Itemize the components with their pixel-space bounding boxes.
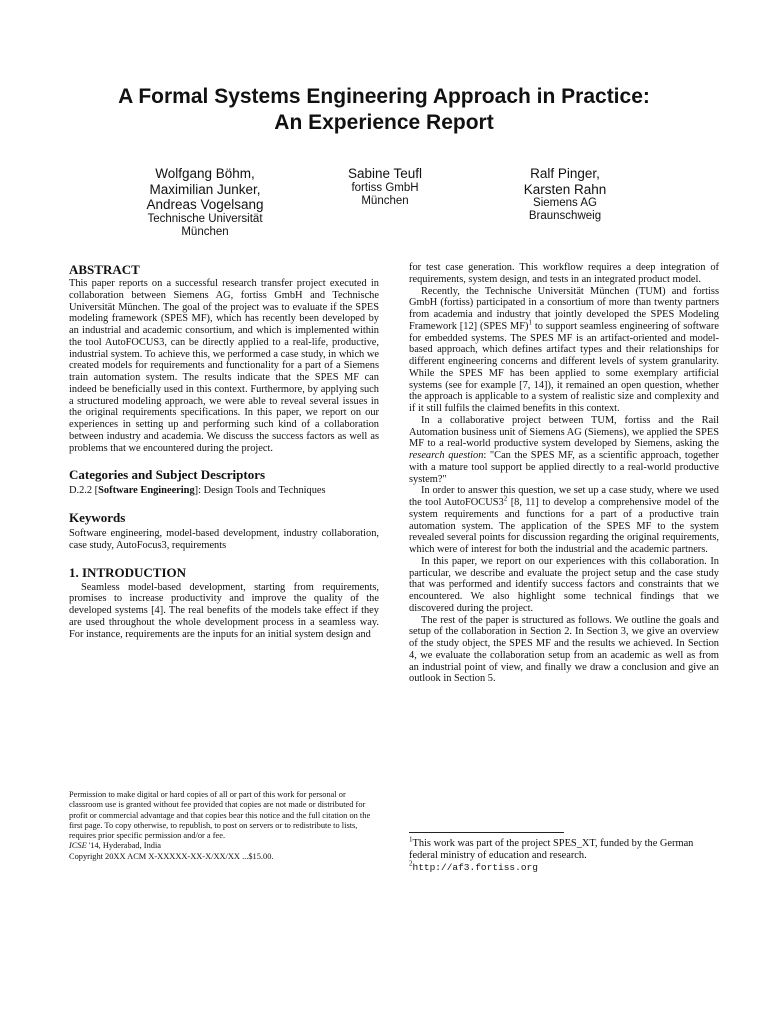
author-affiliation: Braunschweig — [528, 210, 602, 222]
intro-paragraph-2 — [409, 286, 719, 415]
author-block-tum — [110, 166, 300, 239]
footnote-2 — [409, 859, 719, 874]
intro-paragraph-6: The rest of the paper is structured as follows. We outline the goals and setup of the collaboration in Section 2. In Section 3, we give an overview of the study object, the SPES MF and the results we achieved. In Section 4, we evaluate the collaboration setup from an academic as well as from an industrial point of view, and finally we draw a conclusion and give an outlook in Section 5. — [409, 614, 719, 685]
title-line-1: A Formal Systems Engineering Approach in Practice: — [118, 85, 650, 108]
intro-p4-part-b: [8, 11] to develop a comprehensive model of the system requirements and functions for a part of a productive train automation system. The application of the SPES MF to the system revealed several points for discussion regarding the original requirements, which were of interest for both the industrial and the academic partners. — [409, 497, 720, 555]
left-column — [69, 262, 379, 640]
footnote-ref-1: 1 — [528, 318, 532, 327]
permission-text: Permission to make digital or hard copies of all or part of this work for personal or classroom use is granted without fee provided that copies are not made or distributed for profit or commercial advantage and that copies bear this notice and the full citation on the first page. To copy otherwise, to republish, to post on servers or to redistribute to lists, requires prior specific permission and/or a fee. — [69, 790, 371, 841]
categories-bold: Software Engineering — [98, 485, 195, 497]
footnote-1-mark: 1 — [409, 835, 413, 844]
intro-paragraph-4 — [409, 485, 719, 556]
keywords-text: Software engineering, model-based development, industry collaboration, case study, AutoFocus3, requirements — [69, 528, 379, 551]
footnote-2-url[interactable]: http://af3.fortiss.org — [412, 861, 538, 873]
abstract-text: This paper reports on a successful research transfer project executed in collaboration between Siemens AG, fortiss GmbH and Technische Universität München. The goal of the project was to evaluate if the SPES modeling framework (SPES MF), which has recently been developed by an industrial and academic consortium, and which is implemented within the tool AutoFOCUS3, can be directly applied to a real-life, productive, industrial system. To achieve this, we performed a case study, in which we created models for requirements and functionality for a part of a Siemens train automation system. The results indicate that the SPES MF can indeed be beneficially used in this context. Furthermore, by applying such a structured modeling approach, we were able to reveal several issues in the original requirements specifications. In this paper, we report on our experiences in setting up and performing such kind of a collaboration between industry and academia. We discuss the success factors as well as problems that we encountered during the project. — [69, 278, 379, 454]
venue-line — [69, 841, 379, 851]
intro-paragraph-1: Seamless model-based development, starting from requirements, promises to increase productivity and improve the quality of the developed systems [4]. The real benefits of the models take effect if they are used throughout the whole development process in a seamless way. For instance, requirements are the inputs for an initial system design and — [69, 581, 379, 640]
intro-paragraph-5: In this paper, we report on our experiences with this collaboration. In particular, we describe and evaluate the project setup and the case study that was performed and identify success factors and constraints that we encountered. We also highlight some technical findings that we discovered during the project. — [409, 555, 719, 614]
author-name: Sabine Teufl — [347, 166, 423, 181]
venue-name: ICSE — [69, 841, 87, 851]
author-name: Andreas Vogelsang — [146, 197, 264, 212]
copyright-line: Copyright 20XX ACM X-XXXXX-XX-X/XX/XX ...$15.00. — [69, 851, 274, 861]
author-name: Karsten Rahn — [523, 181, 607, 197]
abstract-heading: ABSTRACT — [69, 262, 140, 277]
author-block-siemens — [470, 166, 660, 223]
categories-code: D.2.2 [ — [69, 485, 99, 497]
intro-p2-part-a: Recently, the Technische Universität München (TUM) and fortiss GmbH (fortiss) participated in a consortium of more than twenty partners from academia and industry that jointly developed the SPES Modeling Framework [12] (SPES MF) — [409, 285, 719, 332]
author-affiliation: München — [181, 225, 229, 238]
paper-title — [40, 84, 728, 136]
author-affiliation: fortiss GmbH — [351, 181, 419, 194]
intro-p4-part-a: In order to answer this question, we set up a case study, where we used the tool AutoFOCUS3 — [409, 485, 719, 508]
intro-p3-part-a: In a collaborative project between TUM, fortiss and the Rail Automation business unit of Siemens AG (Siemens), we applied the SPES MF to a real-world productive system developed by Siemens, asking the — [409, 414, 719, 450]
title-line-2: An Experience Report — [274, 111, 494, 134]
author-affiliation: München — [361, 194, 409, 207]
footnote-ref-2: 2 — [503, 494, 508, 503]
right-column — [409, 262, 719, 685]
footnote-1-text: This work was part of the project SPES_XT, funded by the German federal ministry of education and research. — [409, 838, 694, 861]
footnotes — [409, 832, 719, 873]
intro-p3-part-b: : "Can the SPES MF, as a scientific approach, together with a mature tool support be applied directly to a real-world productive system?" — [409, 450, 719, 485]
author-name: Wolfgang Böhm, — [155, 166, 255, 181]
footnote-1 — [409, 835, 719, 862]
intro-p2-part-b: to support seamless engineering of software for embedded systems. The SPES MF is an artifact-oriented and model-based approach, which defines artifact types and their relationships for different engineering concerns and different levels of system granularity. While the SPES MF has been applied to some exemplary artificial systems (see for example [7, 14]), it remained an open question, whether the approach is applicable to a system of realistic size and complexity and if it still fulfils the claimed benefits in this context. — [409, 320, 719, 414]
author-name: Maximilian Junker, — [149, 181, 261, 197]
categories-rest: ]: Design Tools and Techniques — [194, 485, 326, 497]
keywords-heading: Keywords — [69, 510, 126, 525]
author-block-fortiss — [300, 166, 470, 208]
intro-paragraph-3 — [409, 415, 719, 486]
footnote-2-mark: 2 — [409, 859, 413, 868]
permission-notice — [69, 790, 379, 862]
author-affiliation: Siemens AG — [533, 197, 597, 209]
author-affiliation: Technische Universität — [147, 212, 263, 225]
footnote-divider — [409, 832, 564, 833]
introduction-heading: 1. INTRODUCTION — [69, 564, 187, 580]
venue-rest: '14, Hyderabad, India — [86, 841, 161, 851]
categories-text — [69, 485, 379, 497]
intro-paragraph-1-cont: for test case generation. This workflow requires a deep integration of requirements, system design, and tests in an integrated product model. — [409, 262, 719, 285]
author-name: Ralf Pinger, — [530, 166, 600, 181]
categories-heading: Categories and Subject Descriptors — [69, 467, 266, 483]
research-question-term: research question — [409, 450, 484, 461]
